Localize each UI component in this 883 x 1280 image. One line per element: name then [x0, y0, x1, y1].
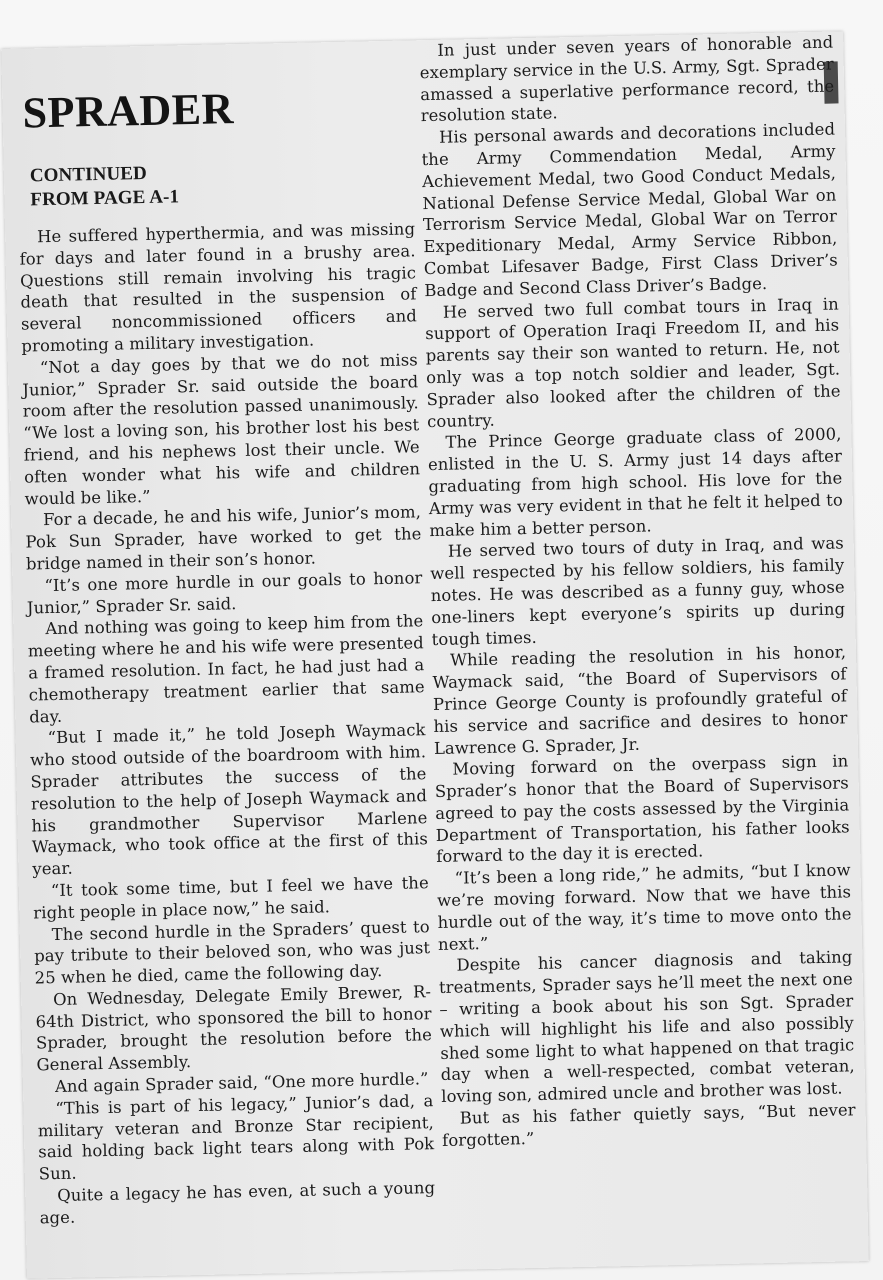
paragraph: “But I made it,” he told Joseph Waymack who stood outside of the boardroom with him. Sprader attributes the success of the resolution to the help of Joseph Waymack and his grandmother Supervisor Marlene Waymack, who took office at the first of this year.	[29, 720, 429, 879]
paragraph: Moving forward on the overpass sign in Sprader’s honor that the Board of Supervisors agreed to pay the costs assessed by the Virginia Department of Transportation, his father looks forward to the day it is erected.	[434, 751, 850, 867]
paragraph: “It took some time, but I feel we have the right people in place now,” he said.	[33, 873, 429, 923]
kicker-line-2: FROM PAGE A-1	[30, 186, 180, 211]
newspaper-clipping	[1, 31, 869, 1278]
paragraph: “Not a day goes by that we do not miss Junior,” Sprader Sr. said outside the board room after the resolution passed unanimously. “We lost a loving son, his brother lost his best friend, and his nephews lost their uncle. We often wonder what his wife and children would be like.”	[22, 350, 421, 509]
paragraph: “This is part of his legacy,” Junior’s dad, a military veteran and Bronze Star recipient, said holding back light tears along with Pok Sun.	[37, 1091, 435, 1184]
paragraph: His personal awards and decorations included the Army Commendation Medal, Army Achievement Medal, two Good Conduct Medals, National Defense Service Medal, Global War on Terrorism Service Medal, Global War on Terror Expeditionary Medal, Army Service Ribbon, Combat Lifesaver Badge, First Class Driver’s Badge and Second Class Driver’s Badge.	[421, 119, 839, 300]
paragraph: Quite a legacy he has even, at such a young age.	[39, 1178, 436, 1228]
article-headline: SPRADER	[22, 84, 235, 138]
paragraph: In just under seven years of honorable and exemplary service in the U.S. Army, Sgt. Sprader amassed a superlative performance record, the resolution state.	[419, 32, 835, 126]
kicker-line-1: CONTINUED	[29, 162, 148, 187]
paragraph: He suffered hyperthermia, and was missing for days and later found in a brushy area. Questions still remain involving his tragic death that resulted in the suspension of several noncommissioned officers and promoting a military investigation.	[19, 219, 418, 356]
paragraph: “It’s one more hurdle in our goals to honor Junior,” Sprader Sr. said.	[26, 567, 423, 618]
paragraph: And again Sprader said, “One more hurdle.”	[54, 1069, 429, 1097]
paragraph: He served two full combat tours in Iraq in support of Operation Iraqi Freedom II, and his parents say their son wanted to return. He, not only was a top notch soldier and leader, Sgt. Sprader also looked after the children of the country.	[425, 294, 841, 431]
paragraph: For a decade, he and his wife, Junior’s mom, Pok Sun Sprader, have worked to get the bridge named in their son’s honor.	[25, 502, 422, 574]
paragraph: And nothing was going to keep him from the meeting where he and his wife were presented a framed resolution. In fact, he had just had a chemotherapy treatment earlier that same day.	[27, 611, 425, 727]
paragraph: He served two tours of duty in Iraq, and was well respected by his fellow soldiers, his family notes. He was described as a funny guy, whose one-liners kept everyone’s spirits up during tough times.	[430, 533, 846, 649]
right-column	[419, 32, 856, 1152]
paragraph: While reading the resolution in his honor, Waymack said, “the Board of Supervisors of Prince George County is profoundly grateful of his service and sacrifice and desires to honor Lawrence G. Sprader, Jr.	[432, 642, 848, 758]
paragraph: “It’s been a long ride,” he admits, “but I know we’re moving forward. Now that we have this hurdle out of the way, it’s time to move onto the next.”	[436, 860, 852, 954]
paragraph: But as his father quietly says, “But never forgotten.”	[441, 1100, 856, 1150]
continued-kicker	[30, 156, 415, 212]
paragraph: Despite his cancer diagnosis and taking treatments, Sprader says he’ll meet the next one – writing a book about his son Sgt. Sprader which will highlight his life and also possibly shed some light to what happened on that tragic day when a well-respected, combat veteran, loving son, admired uncle and brother was lost.	[438, 947, 855, 1107]
paragraph: The second hurdle in the Spraders’ quest to pay tribute to their beloved son, who was just 25 when he died, came the following day.	[34, 916, 431, 988]
paragraph: On Wednesday, Delegate Emily Brewer, R-64th District, who sponsored the bill to honor Sprader, brought the resolution before the General Assembly.	[35, 982, 433, 1075]
left-column	[16, 70, 436, 1229]
paragraph: The Prince George graduate class of 2000, enlisted in the U. S. Army just 14 days after graduating from high school. His love for the Army was very evident in that he felt it helped to make him a better person.	[427, 424, 844, 540]
